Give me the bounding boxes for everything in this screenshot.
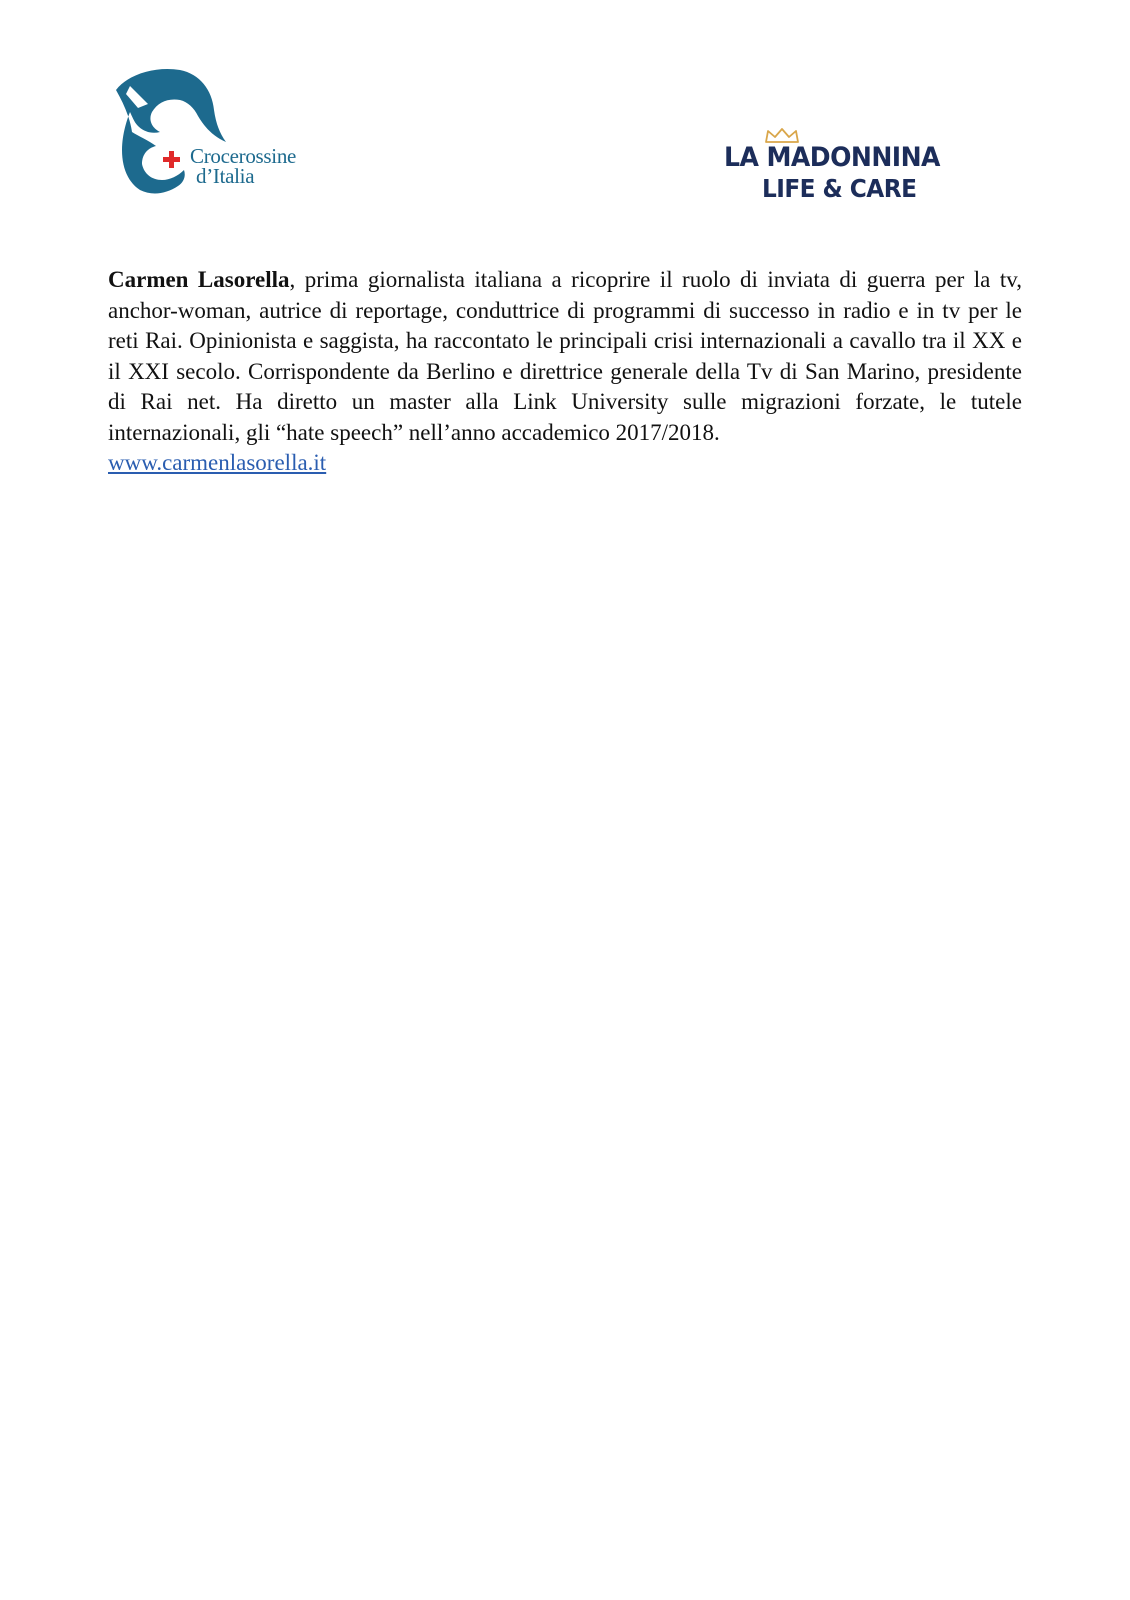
crocerossine-logo bbox=[108, 68, 318, 200]
crocerossine-name-line1: Crocerossine bbox=[190, 144, 297, 168]
la-madonnina-line2: LIFE & CARE bbox=[762, 174, 917, 203]
crocerossine-wordmark bbox=[190, 146, 296, 186]
bio-paragraph bbox=[108, 265, 1022, 479]
bio-name: Carmen Lasorella bbox=[108, 267, 290, 292]
website-link[interactable]: www.carmenlasorella.it bbox=[108, 450, 327, 475]
la-madonnina-logo bbox=[724, 128, 954, 208]
crocerossine-name-line2: d’Italia bbox=[196, 164, 255, 188]
bio-text: , prima giornalista italiana a ricoprire il ruolo di inviata di guerra per la tv, anchor-woman, autrice di reportage, conduttrice di programmi di successo in radio e in tv per le reti Rai. Opinionista e saggista, ha raccontato le principali crisi internazionali a cavallo tra il XX e il XXI secolo. Corrispondente da Berlino e direttrice generale della Tv di San Marino, presidente di Rai net. Ha diretto un master alla Link University sulle migrazioni forzate, le tutele internazionali, gli “hate speech” nell’anno accademico 2017/2018. bbox=[108, 267, 1022, 445]
la-madonnina-line1: LA MADONNINA bbox=[724, 142, 940, 173]
